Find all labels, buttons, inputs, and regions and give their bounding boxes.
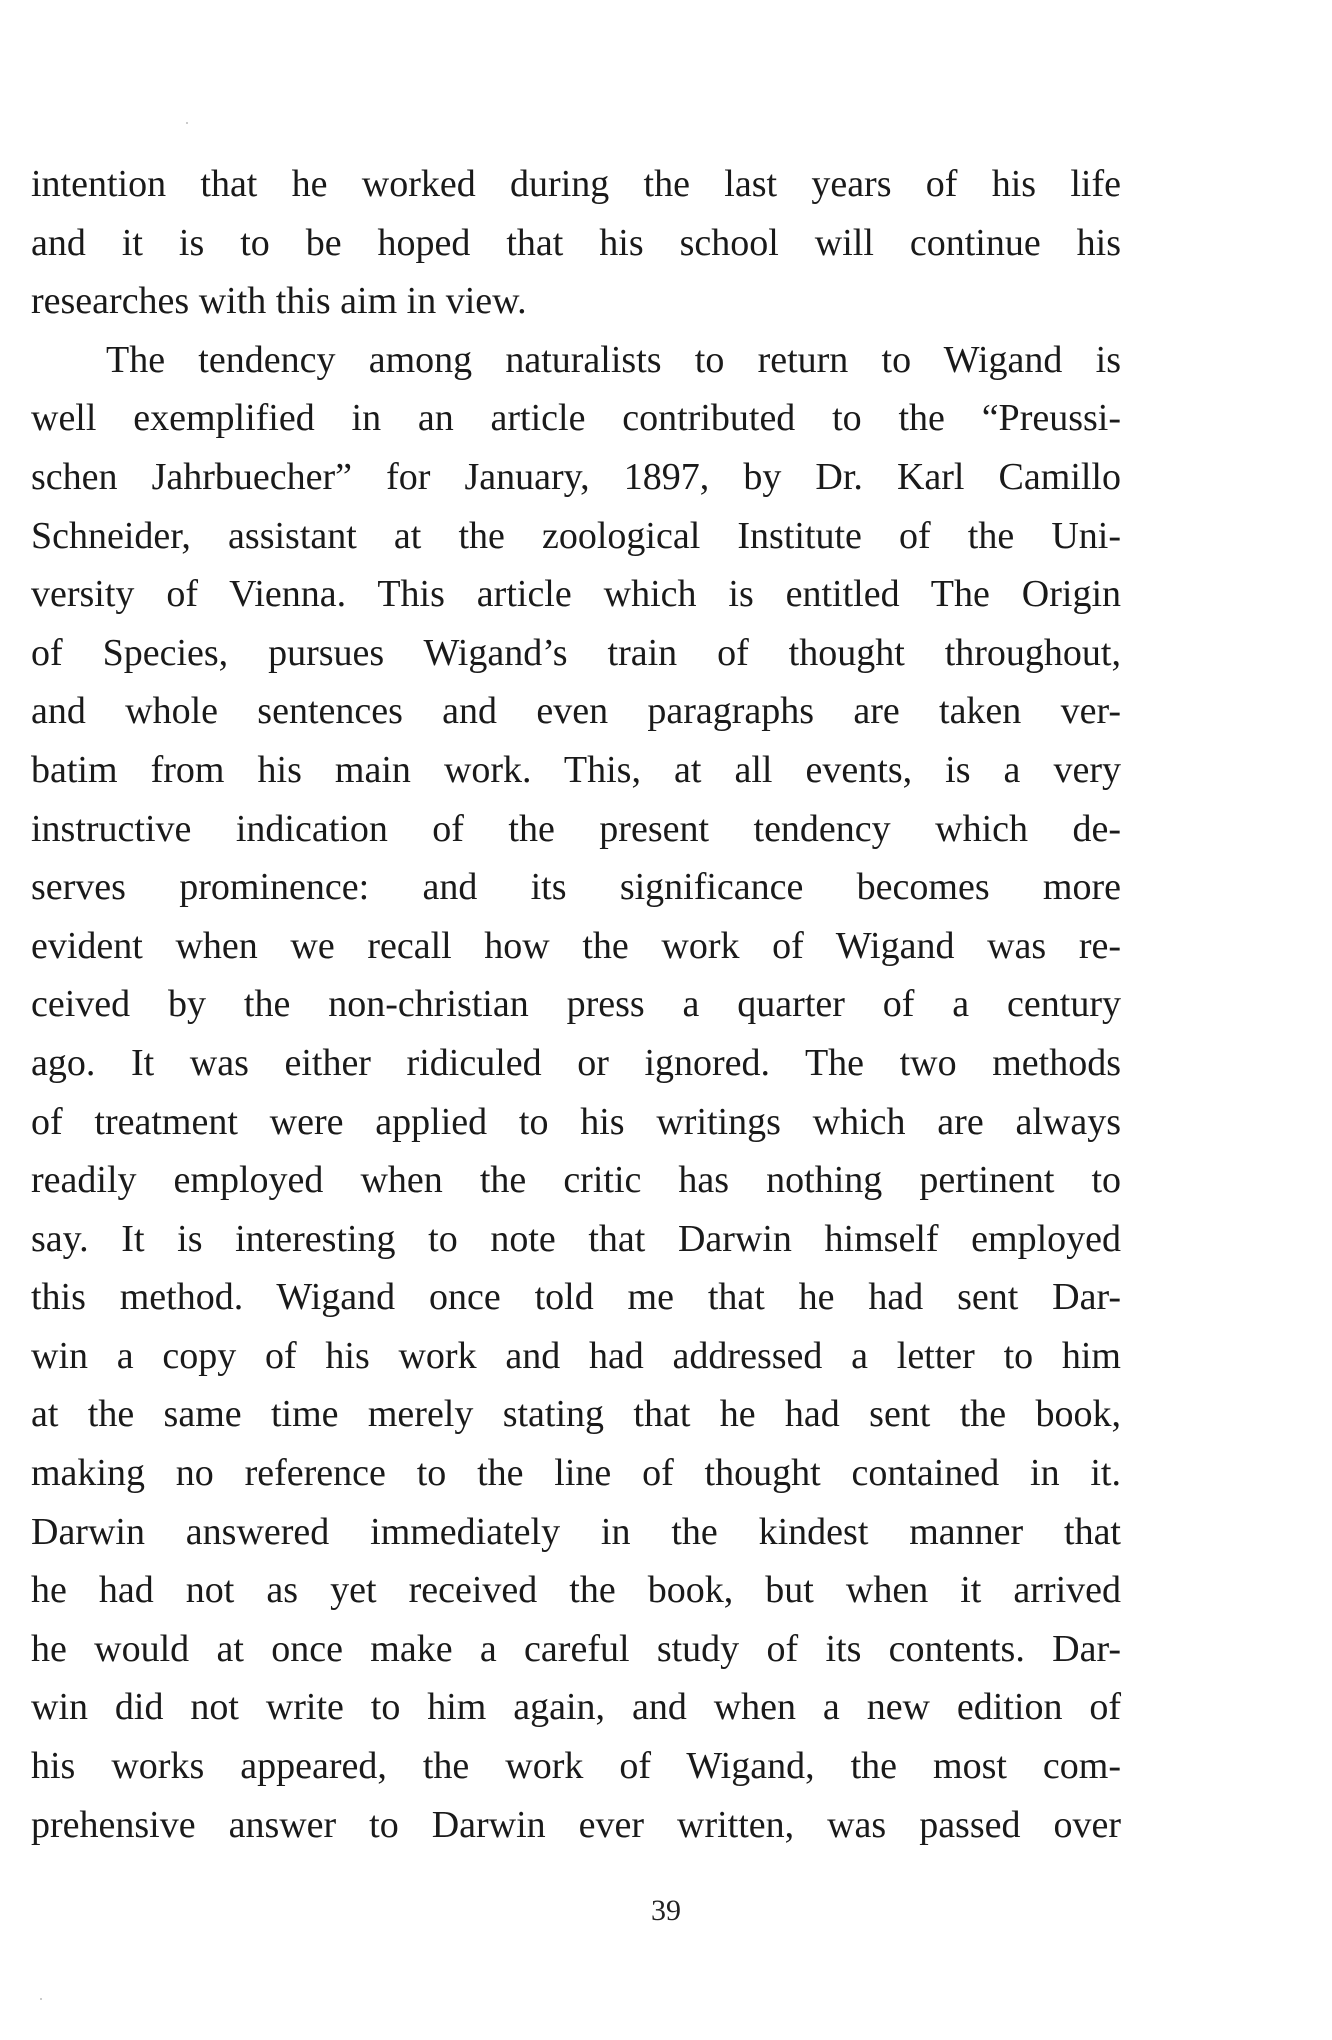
text-line: researches with this aim in view. <box>31 280 527 323</box>
body-text <box>31 155 1121 1854</box>
text-line: he had not as yet received the book, but when it arrived <box>31 1569 1121 1612</box>
text-line: schen Jahrbuecher” for January, 1897, by Dr. Karl Camillo <box>31 455 1121 498</box>
text-line: instructive indication of the present tendency which de- <box>31 807 1121 850</box>
paper-speck <box>186 122 188 124</box>
text-line: at the same time merely stating that he had sent the book, <box>31 1393 1121 1436</box>
text-line: ceived by the non-christian press a quarter of a century <box>31 983 1121 1026</box>
text-line: intention that he worked during the last years of his life <box>31 163 1121 205</box>
text-line: The tendency among naturalists to return to Wigand is <box>106 338 1121 381</box>
text-line: and whole sentences and even paragraphs are taken ver- <box>31 690 1121 733</box>
text-line: win a copy of his work and had addressed a letter to him <box>31 1334 1121 1377</box>
text-line: his works appeared, the work of Wigand, the most com- <box>31 1745 1121 1788</box>
paper-speck <box>40 1998 42 2000</box>
text-line: ago. It was either ridiculed or ignored. The two methods <box>31 1041 1121 1084</box>
text-line: making no reference to the line of thought contained in it. <box>31 1452 1121 1495</box>
text-line: he would at once make a careful study of its contents. Dar- <box>31 1627 1121 1670</box>
text-line: readily employed when the critic has nothing pertinent to <box>31 1159 1121 1202</box>
text-line: Darwin answered immediately in the kindest manner that <box>31 1510 1121 1553</box>
text-line: Schneider, assistant at the zoological Institute of the Uni- <box>31 514 1121 557</box>
text-line: well exemplified in an article contributed to the “Preussi- <box>31 397 1121 440</box>
text-line: say. It is interesting to note that Darwin himself employed <box>31 1217 1121 1260</box>
text-line: of Species, pursues Wigand’s train of thought throughout, <box>31 631 1121 674</box>
text-line: serves prominence: and its significance becomes more <box>31 866 1121 909</box>
text-line: and it is to be hoped that his school will continue his <box>31 221 1121 264</box>
text-line: evident when we recall how the work of Wigand was re- <box>31 924 1121 967</box>
text-line: this method. Wigand once told me that he had sent Dar- <box>31 1276 1121 1319</box>
text-line: batim from his main work. This, at all events, is a very <box>31 748 1121 791</box>
text-line: prehensive answer to Darwin ever written, was passed over <box>31 1803 1121 1846</box>
text-line: of treatment were applied to his writings which are always <box>31 1100 1121 1143</box>
text-line: win did not write to him again, and when a new edition of <box>31 1686 1121 1729</box>
text-line: versity of Vienna. This article which is entitled The Origin <box>31 573 1121 616</box>
page-number: 39 <box>651 1894 681 1927</box>
